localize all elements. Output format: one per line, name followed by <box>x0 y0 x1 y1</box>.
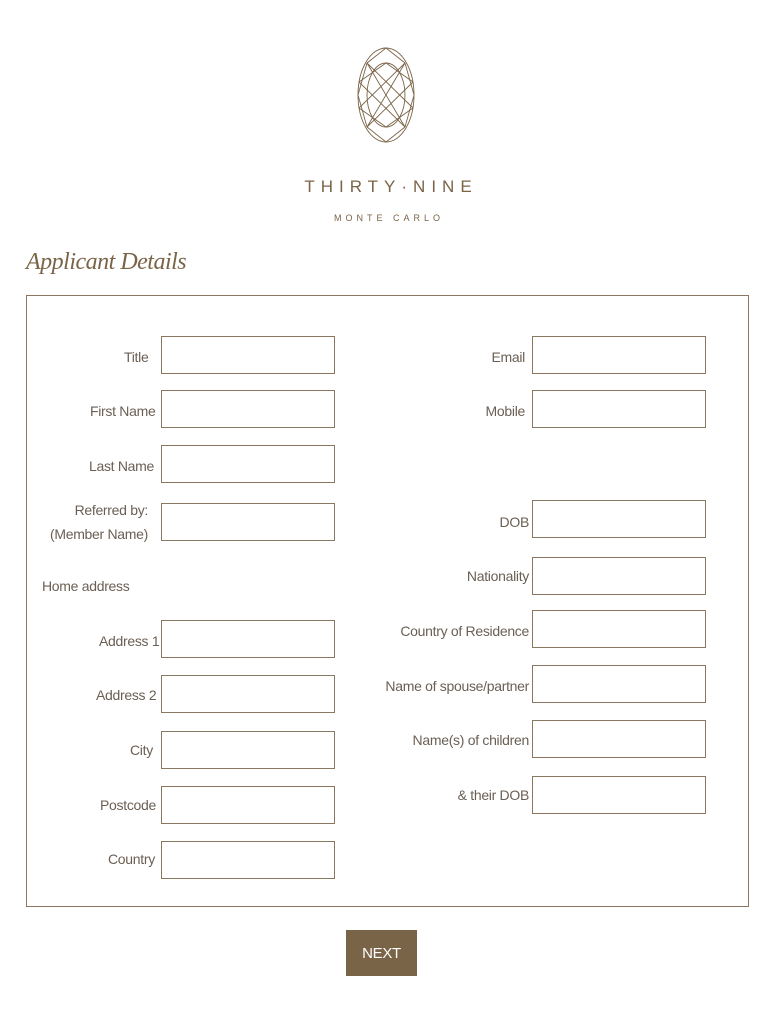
title-label: Title <box>124 349 149 365</box>
children-field[interactable] <box>532 720 706 758</box>
last-name-field[interactable] <box>161 445 335 483</box>
first-name-label: First Name <box>90 403 156 419</box>
city-field[interactable] <box>161 731 335 769</box>
children-dob-field[interactable] <box>532 776 706 814</box>
mobile-field[interactable] <box>532 390 706 428</box>
dob-field[interactable] <box>532 500 706 538</box>
home-address-heading: Home address <box>42 578 130 594</box>
applicant-form <box>26 295 749 907</box>
country-of-residence-field[interactable] <box>532 610 706 648</box>
dob-label: DOB <box>499 514 529 530</box>
mobile-label: Mobile <box>485 403 525 419</box>
address2-label: Address 2 <box>96 687 157 703</box>
nationality-field[interactable] <box>532 557 706 595</box>
nationality-label: Nationality <box>466 568 529 584</box>
country-field[interactable] <box>161 841 335 879</box>
section-title: Applicant Details <box>26 249 187 275</box>
email-field[interactable] <box>532 336 706 374</box>
first-name-field[interactable] <box>161 390 335 428</box>
brand-name: THIRTY·NINE <box>304 177 478 196</box>
country-of-residence-label: Country of Residence <box>400 623 529 639</box>
referred-by-label: Referred by: <box>74 502 148 518</box>
postcode-field[interactable] <box>161 786 335 824</box>
country-label: Country <box>108 851 155 867</box>
next-button[interactable]: NEXT <box>346 930 417 976</box>
address1-label: Address 1 <box>99 633 160 649</box>
postcode-label: Postcode <box>100 797 156 813</box>
city-label: City <box>130 742 153 758</box>
brand-location: MONTE CARLO <box>333 213 444 223</box>
diamond-logo-icon <box>355 44 417 146</box>
referred-by-sublabel: (Member Name) <box>49 526 148 542</box>
last-name-label: Last Name <box>89 458 154 474</box>
children-dob-label: & their DOB <box>457 787 529 803</box>
address1-field[interactable] <box>161 620 335 658</box>
children-label: Name(s) of children <box>412 732 529 748</box>
email-label: Email <box>491 349 525 365</box>
spouse-label: Name of spouse/partner <box>385 678 529 694</box>
address2-field[interactable] <box>161 675 335 713</box>
title-field[interactable] <box>161 336 335 374</box>
referred-by-field[interactable] <box>161 503 335 541</box>
spouse-field[interactable] <box>532 665 706 703</box>
